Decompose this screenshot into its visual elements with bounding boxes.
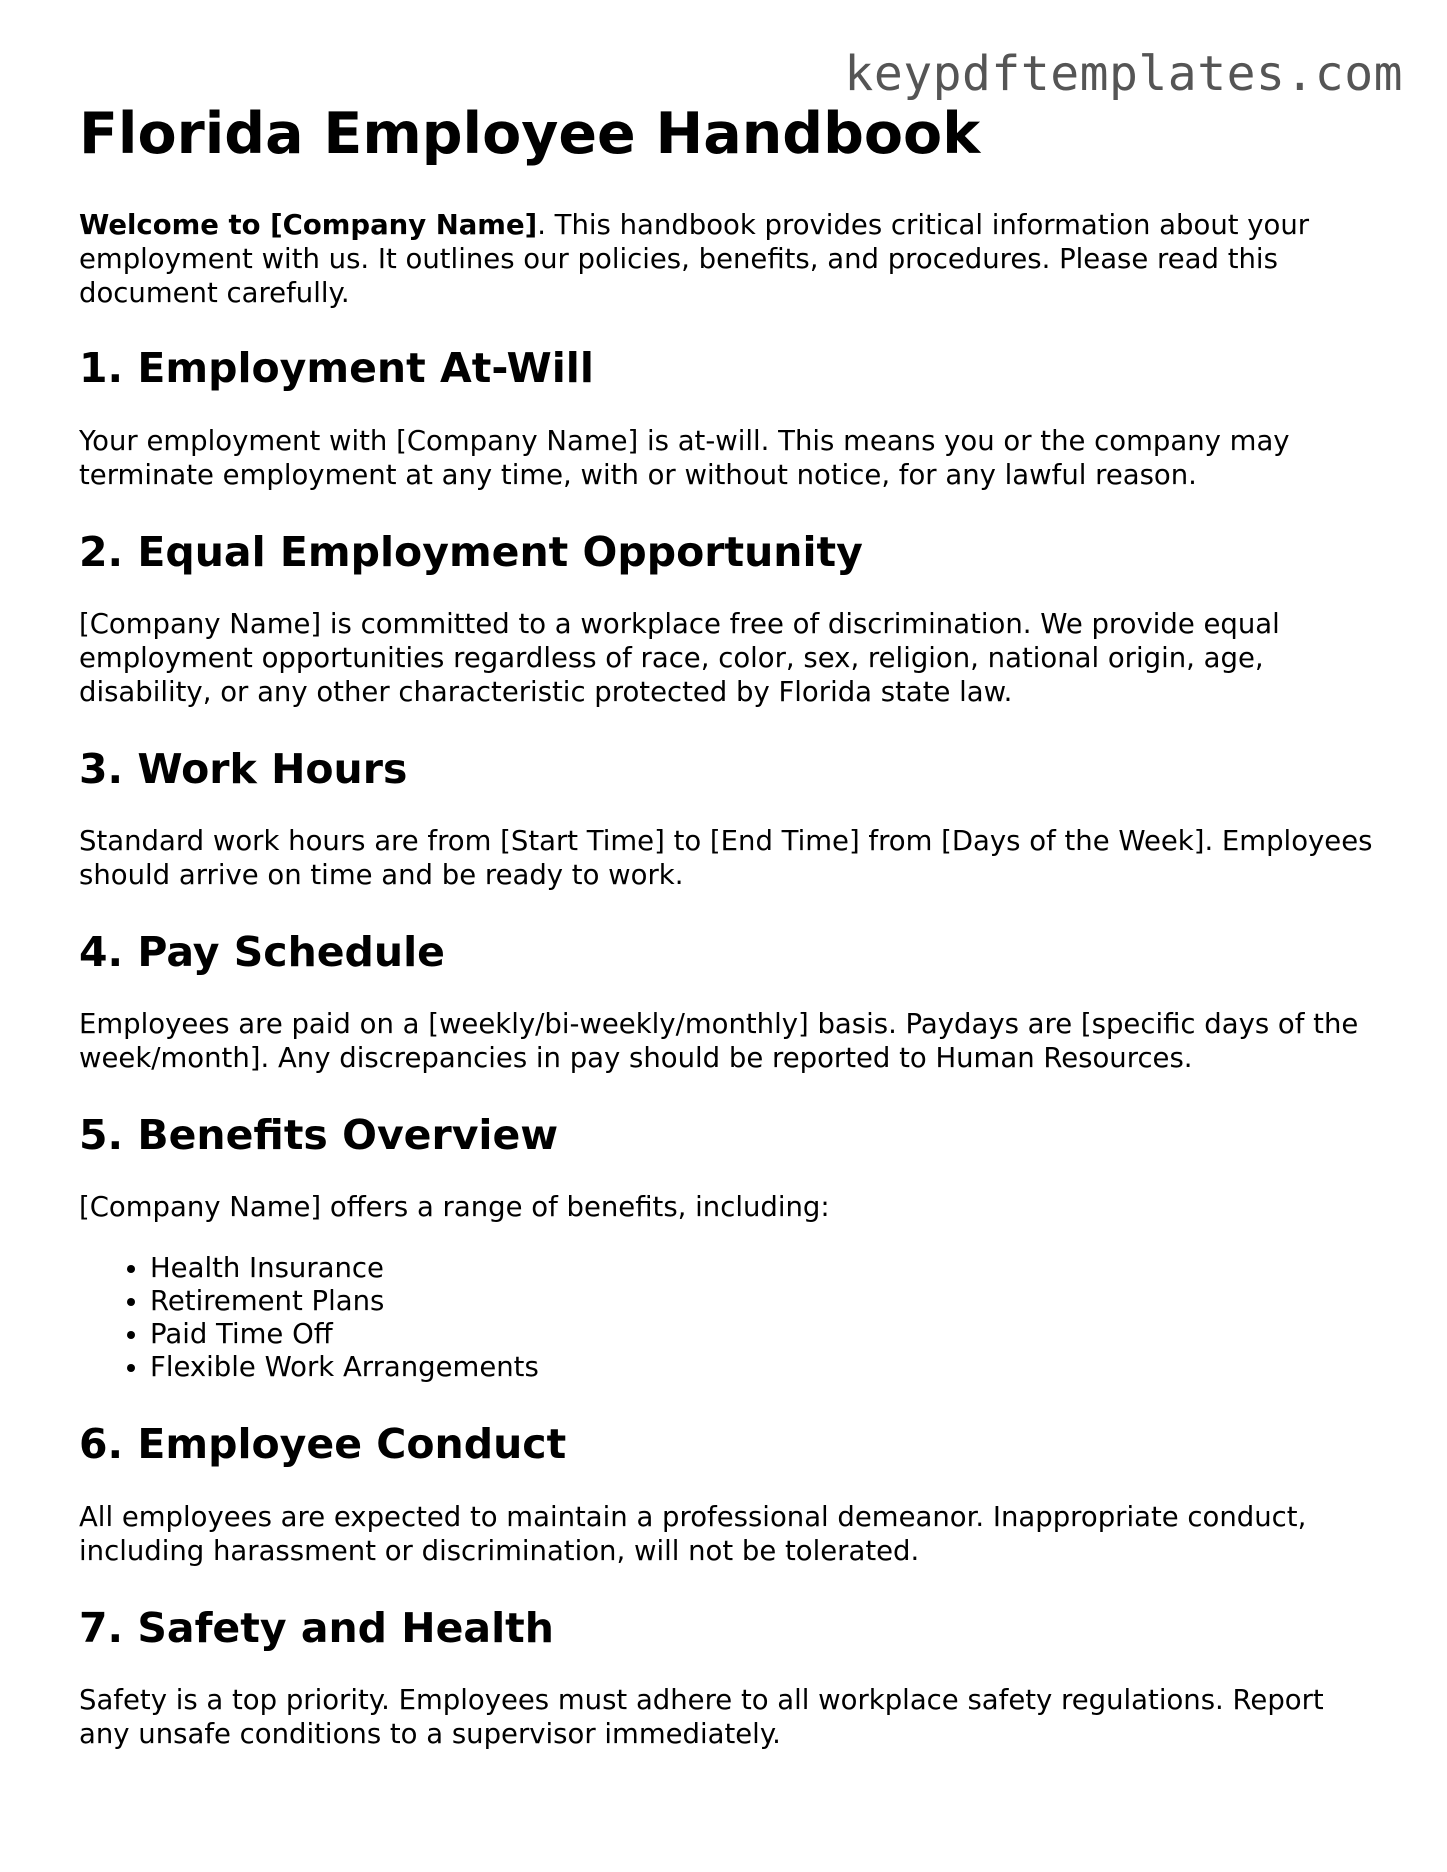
section-heading: 7. Safety and Health — [79, 1603, 554, 1652]
section-benefits-overview — [79, 1111, 1379, 1384]
section-body: Employees are paid on a [weekly/bi-weekly/monthly] basis. Paydays are [specific days of the week/month]. Any discrepancies in pay should be reported to Human Resources. — [79, 1008, 1359, 1075]
document-page — [79, 100, 1379, 1787]
section-heading: 5. Benefits Overview — [79, 1111, 559, 1160]
section-heading: 2. Equal Employment Opportunity — [79, 527, 863, 576]
section-heading: 1. Employment At-Will — [79, 344, 594, 393]
section-body: Safety is a top priority. Employees must adhere to all workplace safety regulations. Report any unsafe conditions to a supervisor immediately. — [79, 1683, 1324, 1750]
section-heading: 4. Pay Schedule — [79, 927, 445, 976]
section-body: Your employment with [Company Name] is at-will. This means you or the company may terminate employment at any time, with or without notice, for any lawful reason. — [79, 424, 1290, 491]
document-title: Florida Employee Handbook — [79, 101, 981, 167]
section-work-hours — [79, 745, 1379, 892]
section-employment-at-will — [79, 344, 1379, 491]
intro-bold-text: Welcome to [Company Name] — [79, 209, 538, 242]
section-employee-conduct — [79, 1420, 1379, 1567]
intro-paragraph — [79, 208, 1379, 310]
section-heading: 3. Work Hours — [79, 744, 408, 793]
section-safety-health — [79, 1604, 1379, 1751]
section-body: All employees are expected to maintain a professional demeanor. Inappropriate conduct, including harassment or discrimination, will not be tolerated. — [79, 1500, 1307, 1567]
section-body: [Company Name] offers a range of benefits, including: — [79, 1191, 830, 1224]
section-body: [Company Name] is committed to a workplace free of discrimination. We provide equal employment opportunities regardless of race, color, sex, religion, national origin, age, disability, or any other characteristic protected by Florida state law. — [79, 607, 1280, 708]
list-item: • Health Insurance — [150, 1252, 1379, 1285]
intro-text: . This handbook provides critical information about your employment with us. It outlines our policies, benefits, and procedures. Please read this document carefully. — [79, 209, 1310, 310]
section-body: Standard work hours are from [Start Time] to [End Time] from [Days of the Week]. Employees should arrive on time and be ready to work. — [79, 824, 1373, 891]
list-item: • Flexible Work Arrangements — [150, 1351, 1379, 1384]
watermark-text: keypdftemplates.com — [844, 46, 1403, 102]
list-item: • Paid Time Off — [150, 1318, 1379, 1351]
list-item: • Retirement Plans — [150, 1285, 1379, 1318]
section-equal-employment — [79, 528, 1379, 709]
benefits-list — [79, 1252, 1379, 1384]
section-pay-schedule — [79, 928, 1379, 1075]
section-heading: 6. Employee Conduct — [79, 1420, 567, 1469]
